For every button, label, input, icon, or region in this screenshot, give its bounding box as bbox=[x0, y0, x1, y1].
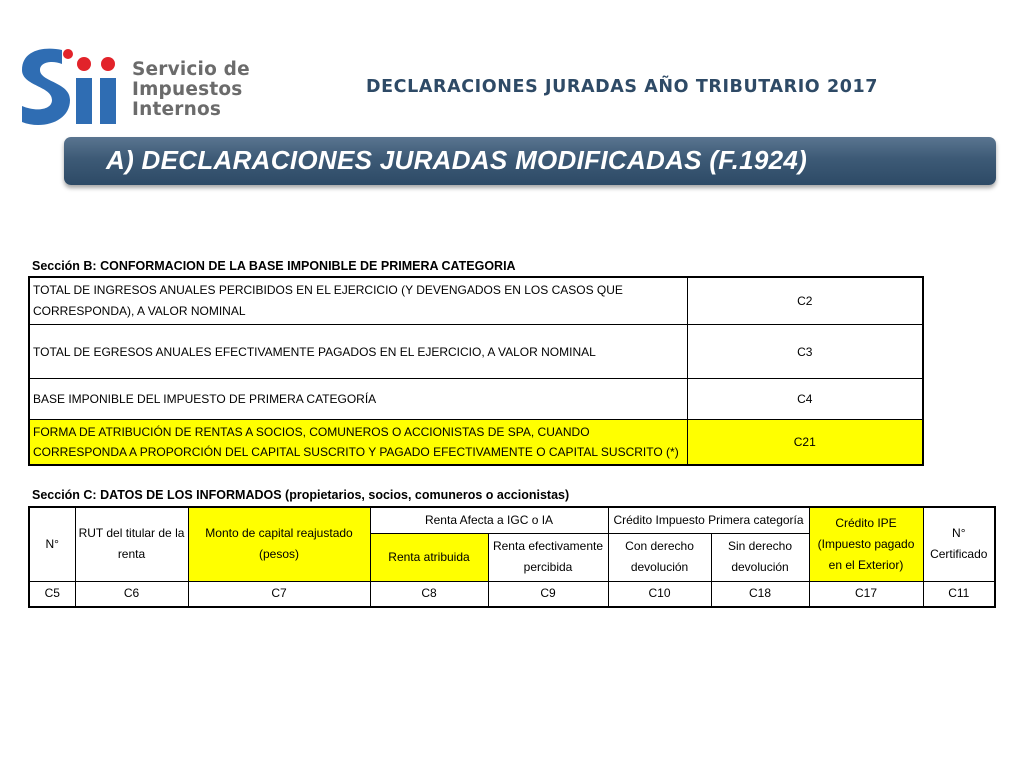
banner-text: A) DECLARACIONES JURADAS MODIFICADAS (F.1924) bbox=[106, 145, 808, 175]
code-cell: C18 bbox=[711, 581, 809, 607]
row-code: C4 bbox=[687, 379, 923, 420]
code-cell: C7 bbox=[188, 581, 370, 607]
row-description: TOTAL DE EGRESOS ANUALES EFECTIVAMENTE PAGADOS EN EL EJERCICIO, A VALOR NOMINAL bbox=[29, 325, 687, 379]
section-c-title bbox=[32, 488, 569, 502]
header-renta-afecta: Renta Afecta a IGC o IA bbox=[370, 507, 608, 533]
code-cell: C8 bbox=[370, 581, 488, 607]
header-monto: Monto de capital reajustado (pesos) bbox=[188, 507, 370, 581]
section-banner bbox=[64, 137, 996, 185]
section-c-title-suffix: (propietarios, socios, comuneros o accionistas) bbox=[281, 488, 570, 502]
header-sin-derecho: Sin derecho devolución bbox=[711, 533, 809, 581]
header-credito-ipc: Crédito Impuesto Primera categoría bbox=[608, 507, 809, 533]
code-cell: C6 bbox=[75, 581, 188, 607]
document-title: DECLARACIONES JURADAS AÑO TRIBUTARIO 2017 bbox=[366, 77, 879, 97]
row-description: BASE IMPONIBLE DEL IMPUESTO DE PRIMERA CATEGORÍA bbox=[29, 379, 687, 420]
section-b-row bbox=[29, 325, 923, 379]
row-description: FORMA DE ATRIBUCIÓN DE RENTAS A SOCIOS, COMUNEROS O ACCIONISTAS DE SPA, CUANDO CORRESPONDA A PROPORCIÓN DEL CAPITAL SUSCRITO Y PAGADO EFECTIVAMENTE O CAPITAL SUSCRITO (*) bbox=[29, 420, 687, 466]
header-rut: RUT del titular de la renta bbox=[75, 507, 188, 581]
row-code: C2 bbox=[687, 277, 923, 325]
header-renta-efectivamente: Renta efectivamente percibida bbox=[488, 533, 608, 581]
section-b-title: Sección B: CONFORMACION DE LA BASE IMPONIBLE DE PRIMERA CATEGORIA bbox=[32, 259, 516, 273]
section-b-row-highlighted bbox=[29, 420, 923, 466]
code-cell: C5 bbox=[29, 581, 75, 607]
code-cell: C9 bbox=[488, 581, 608, 607]
section-b-table bbox=[28, 276, 924, 466]
sii-logo-mark bbox=[16, 44, 126, 126]
section-c-title-bold: Sección C: DATOS DE LOS INFORMADOS bbox=[32, 488, 282, 502]
header-con-derecho: Con derecho devolución bbox=[608, 533, 711, 581]
row-code: C3 bbox=[687, 325, 923, 379]
logo-text bbox=[132, 60, 250, 120]
code-cell: C11 bbox=[923, 581, 995, 607]
code-cell: C17 bbox=[809, 581, 923, 607]
section-c-table bbox=[28, 506, 996, 608]
header-renta-atribuida: Renta atribuida bbox=[370, 533, 488, 581]
code-cell: C10 bbox=[608, 581, 711, 607]
section-b-row bbox=[29, 379, 923, 420]
header-num: N° bbox=[29, 507, 75, 581]
row-description: TOTAL DE INGRESOS ANUALES PERCIBIDOS EN EL EJERCICIO (Y DEVENGADOS EN LOS CASOS QUE CORRESPONDA), A VALOR NOMINAL bbox=[29, 277, 687, 325]
header-credito-ipe: Crédito IPE (Impuesto pagado en el Exterior) bbox=[809, 507, 923, 581]
section-b-row bbox=[29, 277, 923, 325]
codes-row bbox=[29, 581, 995, 607]
logo-line-2: Impuestos bbox=[132, 79, 243, 100]
logo-line-3: Internos bbox=[132, 99, 222, 120]
row-code: C21 bbox=[687, 420, 923, 466]
header-certificado: N° Certificado bbox=[923, 507, 995, 581]
logo-line-1: Servicio de bbox=[132, 59, 250, 80]
